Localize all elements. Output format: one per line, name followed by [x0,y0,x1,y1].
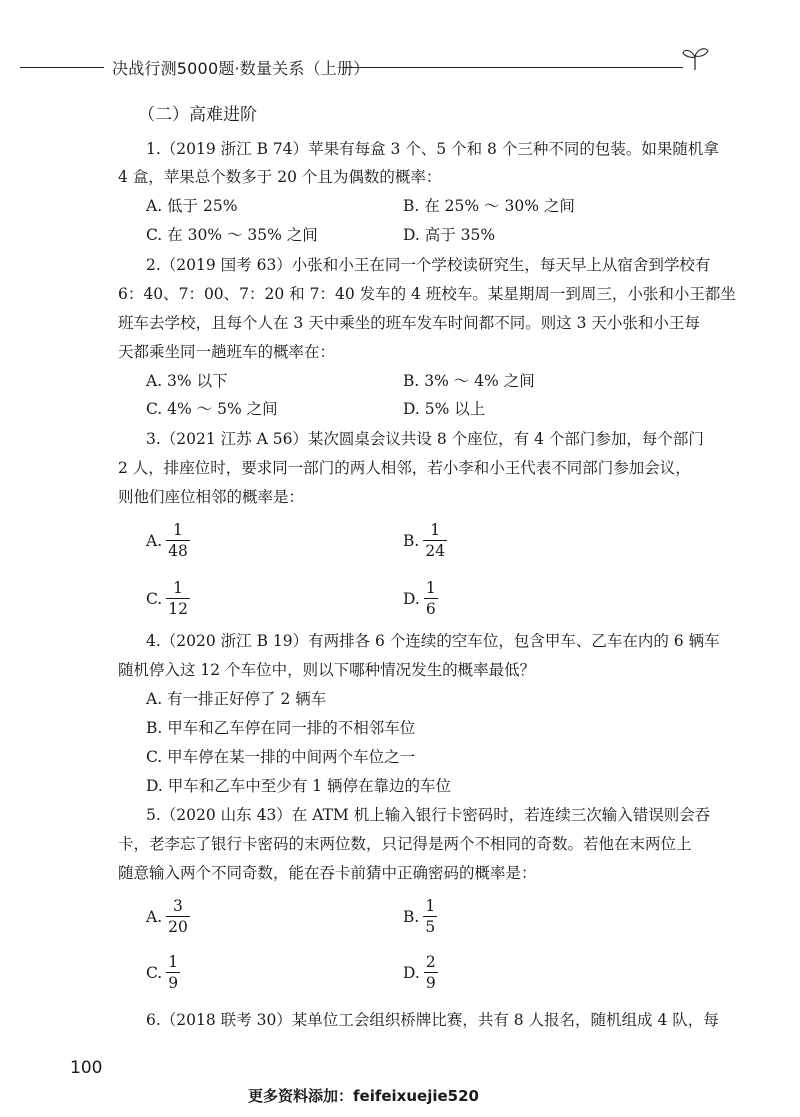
q5-line-3: 随意输入两个不同奇数，能在吞卡前猜中正确密码的概率是： [118,864,537,882]
q3-option-d-label: D. [403,589,420,608]
q3-option-c-label: C. [146,589,163,608]
sprout-icon [680,44,710,72]
q5-option-d-denominator: 9 [425,974,436,992]
q5-option-b-numerator: 1 [425,897,436,915]
q3-line-2: 2 人，排座位时，要求同一部门的两人相邻，若小李和小王代表不同部门参加会议， [118,459,691,477]
q5-option-a-numerator: 3 [166,896,190,917]
footer-note: 更多资料添加：feifeixuejie520 [248,1087,479,1105]
header-rule-right [343,67,683,68]
q3-option-b [403,520,447,561]
q1-option-c: C. 在 30% ～ 35% 之间 [146,226,318,244]
q3-option-c-denominator: 12 [168,600,188,618]
q5-option-b-fraction [423,896,437,937]
section-title: （二）高难进阶 [138,105,257,125]
q4-option-d: D. 甲车和乙车中至少有 1 辆停在靠边的车位 [146,777,451,795]
q2-line-3: 班车去学校，且每个人在 3 天中乘坐的班车发车时间都不同。则这 3 天小张和小王每 [118,314,700,332]
q5-option-a [146,896,190,937]
q4-line-1: 4.（2020 浙江 B 19）有两排各 6 个连续的空车位，包含甲车、乙车在内的 6 辆车 [146,632,720,650]
q2-line-1: 2.（2019 国考 63）小张和小王在同一个学校读研究生，每天早上从宿舍到学校有 [146,256,711,274]
q3-option-b-denominator: 24 [425,542,446,560]
q5-option-a-fraction [166,896,190,937]
q2-option-a: A. 3% 以下 [146,372,228,390]
q2-option-b: B. 3% ～ 4% 之间 [403,372,535,390]
q6-line-1: 6.（2018 联考 30）某单位工会组织桥牌比赛，共有 8 人报名，随机组成 4 队，每 [146,1011,719,1029]
q5-option-a-denominator: 20 [168,918,188,936]
q3-option-a-fraction [166,520,190,561]
q3-option-d-fraction [424,578,438,619]
q5-option-d-fraction [424,952,438,993]
q5-option-b [403,896,437,937]
q5-option-b-denominator: 5 [425,918,436,936]
q4-option-b: B. 甲车和乙车停在同一排的不相邻车位 [146,719,416,737]
q3-option-a [146,520,190,561]
q3-option-d-denominator: 6 [425,600,436,618]
q3-option-b-label: B. [403,531,420,550]
q2-option-d: D. 5% 以上 [403,400,486,418]
q5-line-1: 5.（2020 山东 43）在 ATM 机上输入银行卡密码时，若连续三次输入错误则会吞 [146,806,711,824]
q4-option-c: C. 甲车停在某一排的中间两个车位之一 [146,748,416,766]
q5-option-b-label: B. [403,907,420,926]
q5-option-c [146,952,180,993]
q4-option-a: A. 有一排正好停了 2 辆车 [146,690,327,708]
q1-line-2: 4 盒，苹果总个数多于 20 个且为偶数的概率： [118,168,442,186]
q4-line-2: 随机停入这 12 个车位中，则以下哪种情况发生的概率最低？ [118,661,536,679]
q3-option-c-fraction [166,578,190,619]
q3-option-d-numerator: 1 [425,579,436,597]
q3-option-b-fraction [423,520,447,561]
q5-option-c-denominator: 9 [168,974,179,992]
q2-line-2: 6：40、7：00、7：20 和 7：40 发车的 4 班校车。某星期周一到周三，小张和小王都坐 [118,285,736,303]
q5-option-d [403,952,438,993]
q3-line-1: 3.（2021 江苏 A 56）某次圆桌会议共设 8 个座位，有 4 个部门参加，每个部门 [146,430,704,448]
q3-option-d [403,578,438,619]
q1-option-b: B. 在 25% ～ 30% 之间 [403,197,575,215]
header-rule-left [20,67,104,68]
q1-option-d: D. 高于 35% [403,226,496,244]
q2-option-c: C. 4% ～ 5% 之间 [146,400,278,418]
q3-option-a-numerator: 1 [166,520,190,541]
q5-option-d-numerator: 2 [425,953,436,971]
q5-option-c-label: C. [146,963,163,982]
book-title: 决战行测5000题·数量关系（上册） [112,59,370,78]
q1-option-a: A. 低于 25% [146,197,238,215]
q3-option-a-label: A. [146,531,163,550]
q3-option-c [146,578,190,619]
q5-option-c-numerator: 1 [168,953,179,971]
q5-option-d-label: D. [403,963,420,982]
q2-line-4: 天都乘坐同一趟班车的概率在： [118,343,336,361]
q5-option-a-label: A. [146,907,163,926]
q1-line-1: 1.（2019 浙江 B 74）苹果有每盒 3 个、5 个和 8 个三种不同的包装。如果随机拿 [146,140,719,158]
q5-option-c-fraction [166,952,180,993]
q3-option-b-numerator: 1 [423,520,447,541]
running-header [0,52,800,82]
q3-option-a-denominator: 48 [168,542,188,560]
q3-line-3: 则他们座位相邻的概率是： [118,488,305,506]
page-number: 100 [70,1058,103,1078]
q3-option-c-numerator: 1 [166,578,190,599]
q5-line-2: 卡，老李忘了银行卡密码的末两位数，只记得是两个不相同的奇数。若他在末两位上 [118,835,692,853]
